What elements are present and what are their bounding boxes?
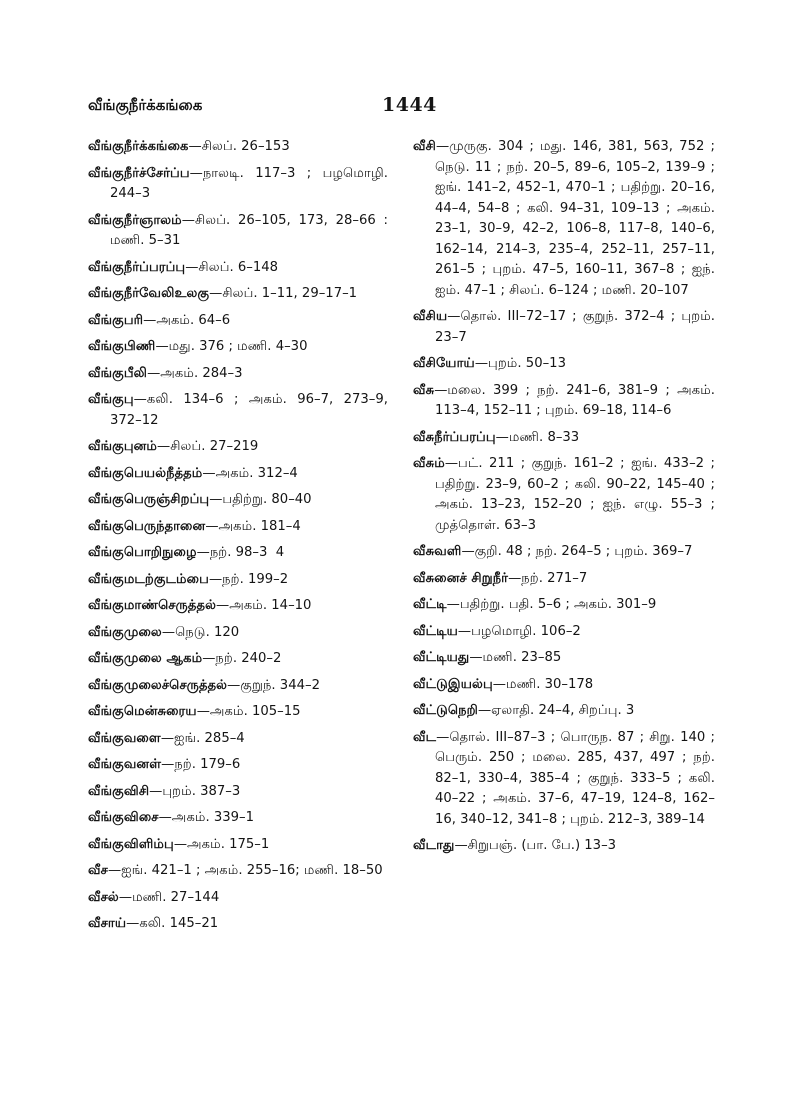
entry-headword: வீசியோய்	[413, 356, 475, 371]
entry-references: கலி. 145–21	[139, 916, 219, 931]
entry-headword: வீங்குமுலை	[88, 624, 162, 640]
index-entry: வீசிய—தொல். III–72–17 ; குறுந். 372–4 ; புறம். 23–7	[413, 309, 715, 345]
index-entry: வீங்குபிணி—மது. 376 ; மணி. 4–30	[88, 339, 308, 354]
index-entry: வீங்குமென்சுரைய—அகம். 105–15	[88, 704, 301, 719]
entry-references: நற். 98–3 ‌ 4	[209, 545, 285, 560]
right-column	[413, 137, 715, 863]
entry-headword: வீடாது	[413, 838, 455, 853]
entry-headword: வீங்குவிளிம்பு	[88, 836, 174, 852]
index-entry: வீட்டுநெறி—ஏலாதி. 24–4, சிறப்பு. 3	[413, 703, 635, 718]
entry-headword: வீங்குபுனம்	[88, 439, 158, 454]
entry-headword: வீங்குநீர்வேலிஉலகு	[88, 286, 210, 301]
index-entry: வீசுனைச் சிறுநீர்—நற். 271–7	[413, 570, 588, 586]
index-entry: வீங்குவிசை—அகம். 339–1	[88, 810, 255, 825]
entry-headword: வீங்குவளை	[88, 730, 161, 746]
index-entry: வீங்குநீர்வேலிஉலகு—சிலப். 1–11, 29–17–1	[88, 286, 358, 301]
index-entry: வீங்குமாண்செருத்தல்—அகம். 14–10	[88, 598, 312, 613]
entry-headword: வீசி	[413, 139, 436, 154]
entry-references: ஏலாதி. 24–4, சிறப்பு. 3	[491, 703, 635, 718]
entry-references: அகம். 181–4	[218, 518, 301, 534]
entry-headword: வீசாய்	[88, 916, 127, 931]
index-entry: வீட்டுஇயல்பு—மணி. 30–178	[413, 676, 594, 692]
index-entry: வீடாது—சிறுபஞ். (பா. பே.) 13–3	[413, 838, 617, 853]
entry-headword: வீசுனைச் சிறுநீர்	[413, 570, 509, 586]
entry-references: சிலப். 26–105, 173, 28–66 : மணி. 5–31	[110, 212, 388, 248]
entry-headword: வீட்டுநெறி	[413, 703, 478, 718]
entry-references: நற். 240–2	[215, 651, 282, 666]
page-number: 1444	[382, 94, 437, 116]
index-entry: வீங்குபரி—அகம். 64–6	[88, 312, 231, 328]
entry-references: பதிற்று. பதி. 5–6 ; அகம். 301–9	[459, 597, 657, 612]
entry-references: மணி. 27–144	[132, 889, 220, 905]
running-head: வீங்குநீர்க்கங்கை	[88, 96, 203, 114]
index-entry: வீங்குவனள்—நற். 179–6	[88, 757, 241, 772]
index-entry: வீங்குபெருஞ்சிறப்பு—பதிற்று. 80–40	[88, 492, 312, 507]
index-entry: வீங்குவளை—ஐங். 285–4	[88, 730, 245, 746]
entry-headword: வீச	[88, 863, 108, 878]
entry-references: புறம். 387–3	[162, 783, 241, 799]
entry-headword: வீட்டுஇயல்பு	[413, 676, 493, 692]
entry-references: அகம். 64–6	[156, 312, 231, 328]
entry-headword: வீசல்	[88, 889, 119, 905]
index-entry: வீங்குபீலி—அகம். 284–3	[88, 365, 243, 381]
entry-headword: வீங்குநீர்ஞாலம்	[88, 212, 182, 228]
index-entry: வீங்குமுலை—நெடு. 120	[88, 624, 240, 640]
index-entry: வீங்குமுலைச்செருத்தல்—குறுந். 344–2	[88, 677, 320, 693]
index-entry: வீச—ஐங். 421–1 ; அகம். 255–16; மணி. 18–50	[88, 863, 383, 878]
entry-headword: வீசுவளி	[413, 544, 462, 559]
entry-headword: வீங்குபிணி	[88, 339, 156, 354]
entry-references: அகம். 175–1	[187, 836, 270, 852]
entry-references: மணி. 23–85	[482, 650, 562, 665]
index-entry: வீங்குபெருந்தானை—அகம். 181–4	[88, 518, 301, 534]
entry-references: அகம். 105–15	[209, 704, 301, 719]
entry-references: புறம். 50–13	[488, 356, 566, 371]
entry-headword: வீங்குவிசை	[88, 810, 159, 825]
index-entry: வீட—தொல். III–87–3 ; பொருந. 87 ; சிறு. 140 ; பெரும். 250 ; மலை. 285, 437, 497 ; நற். 82–1, 330–4, 385–4 ; குறுந். 333–5 ; கலி. 40–22 ; அகம். 37–6, 47–19, 124–8, 162–16, 340–12, 341–8 ; புறம். 212–3, 389–14	[413, 729, 715, 827]
index-entry: வீங்குபெயல்நீத்தம்—அகம். 312–4	[88, 465, 298, 481]
entry-headword: வீசிய	[413, 309, 448, 324]
entry-headword: வீசும்	[413, 456, 445, 471]
index-entry: வீங்குமடற்குடம்பை—நற். 199–2	[88, 571, 289, 587]
entry-headword: வீசு	[413, 382, 435, 398]
entry-references: மது. 376 ; மணி. 4–30	[168, 339, 308, 354]
entry-references: மணி. 8–33	[508, 429, 580, 445]
entry-headword: வீங்குபொறிநுழை	[88, 545, 197, 560]
entry-references: நற். 179–6	[174, 757, 241, 772]
entry-references: குறுந். 344–2	[240, 677, 320, 693]
entry-references: பழமொழி. 106–2	[471, 623, 581, 639]
entry-headword: வீங்குபெயல்நீத்தம்	[88, 465, 203, 481]
left-column	[88, 137, 388, 941]
index-entry: வீட்டியது—மணி. 23–85	[413, 650, 562, 665]
entry-headword: வீங்குநீர்க்கங்கை	[88, 139, 189, 154]
index-entry: வீசாய்—கலி. 145–21	[88, 916, 219, 931]
index-entry: வீங்குமுலை ஆகம்—நற். 240–2	[88, 651, 282, 666]
entry-references: சிறுபஞ். (பா. பே.) 13–3	[467, 838, 617, 853]
entry-headword: வீங்குபெருஞ்சிறப்பு	[88, 492, 210, 507]
index-entry: வீட்டி—பதிற்று. பதி. 5–6 ; அகம். 301–9	[413, 597, 657, 612]
entry-headword: வீங்குமென்சுரைய	[88, 704, 197, 719]
entry-references: தொல். III–72–17 ; குறுந். 372–4 ; புறம். 23–7	[435, 309, 715, 345]
entry-references: சிலப். 6–148	[198, 259, 279, 275]
entry-headword: வீங்குநீர்ச்சேர்ப்ப	[88, 165, 190, 181]
entry-references: நற். 199–2	[222, 571, 289, 587]
entry-references: சிலப். 27–219	[170, 439, 259, 454]
entry-references: நெடு. 120	[175, 624, 240, 640]
index-entry: வீங்குநீர்ப்பரப்பு—சிலப். 6–148	[88, 259, 279, 275]
entry-headword: வீட்டியது	[413, 650, 470, 665]
index-entry: வீங்குபொறிநுழை—நற். 98–3 ‌ 4	[88, 545, 285, 560]
entry-references: நாலடி. 117–3 ; பழமொழி. 244–3	[110, 165, 388, 201]
entry-headword: வீங்குமுலைச்செருத்தல்	[88, 677, 228, 693]
entry-headword: வீசுநீர்ப்பரப்பு	[413, 429, 496, 445]
index-entry: வீங்குவிசி—புறம். 387–3	[88, 783, 241, 799]
index-entry: வீசி—முருகு. 304 ; மது. 146, 381, 563, 752 ; நெடு. 11 ; நற். 20–5, 89–6, 105–2, 139–9 ; ஐங். 141–2, 452–1, 470–1 ; பதிற்று. 20–16, 44–4, 54–8 ; கலி. 94–31, 109–13 ; அகம். 23–1, 30–9, 42–2, 106–8, 117–8, 140–6, 162–14, 214–3, 235–4, 252–11, 257–11, 261–5 ; புறம். 47–5, 160–11, 367–8 ; ஐந். ஐம். 47–1 ; சிலப். 6–124 ; மணி. 20–107	[413, 139, 715, 298]
index-entry: வீங்குநீர்ஞாலம்—சிலப். 26–105, 173, 28–66 : மணி. 5–31	[88, 212, 388, 248]
entry-references: பதிற்று. 80–40	[222, 492, 312, 507]
index-entry: வீசு—மலை. 399 ; நற். 241–6, 381–9 ; அகம். 113–4, 152–11 ; புறம். 69–18, 114–6	[413, 382, 715, 418]
index-entry: வீசல்—மணி. 27–144	[88, 889, 220, 905]
entry-references: அகம். 339–1	[171, 810, 255, 825]
entry-headword: வீட்டி	[413, 597, 447, 612]
entry-headword: வீங்குமுலை ஆகம்	[88, 651, 203, 666]
entry-references: நற். 271–7	[521, 570, 588, 586]
entry-references: சிலப். 1–11, 29–17–1	[222, 286, 358, 301]
index-entry: வீசியோய்—புறம். 50–13	[413, 356, 566, 371]
entry-references: மணி. 30–178	[505, 676, 594, 692]
entry-headword: வீட	[413, 729, 437, 745]
entry-headword: வீங்குவிசி	[88, 783, 150, 799]
entry-headword: வீங்குமடற்குடம்பை	[88, 571, 209, 587]
entry-headword: வீங்குபு	[88, 392, 134, 407]
index-entry: வீங்குபு—கலி. 134–6 ; அகம். 96–7, 273–9, 372–12	[88, 392, 388, 428]
entry-headword: வீட்டிய	[413, 623, 458, 639]
entry-references: ஐங். 421–1 ; அகம். 255–16; மணி. 18–50	[121, 863, 383, 878]
entry-references: குறி. 48 ; நற். 264–5 ; புறம். 369–7	[474, 544, 693, 559]
index-entry: வீசுநீர்ப்பரப்பு—மணி. 8–33	[413, 429, 580, 445]
index-entry: வீங்குவிளிம்பு—அகம். 175–1	[88, 836, 270, 852]
index-entry: வீசுவளி—குறி. 48 ; நற். 264–5 ; புறம். 369–7	[413, 544, 693, 559]
entry-references: அகம். 14–10	[229, 598, 312, 613]
entry-references: பட். 211 ; குறுந். 161–2 ; ஐங். 433–2 ; பதிற்று. 23–9, 60–2 ; கலி. 90–22, 145–40 ; அகம். 13–23, 152–20 ; ஐந். எழு. 55–3 ; முத்தொள். 63–3	[435, 456, 715, 533]
entry-headword: வீங்குநீர்ப்பரப்பு	[88, 259, 186, 275]
entry-headword: வீங்குவனள்	[88, 757, 162, 772]
entry-references: தொல். III–87–3 ; பொருந. 87 ; சிறு. 140 ; பெரும். 250 ; மலை. 285, 437, 497 ; நற். 82–1, 330–4, 385–4 ; குறுந். 333–5 ; கலி. 40–22 ; அகம். 37–6, 47–19, 124–8, 162–16, 340–12, 341–8 ; புறம். 212–3, 389–14	[435, 729, 715, 827]
index-entry: வீசும்—பட். 211 ; குறுந். 161–2 ; ஐங். 433–2 ; பதிற்று. 23–9, 60–2 ; கலி. 90–22, 145–40 ; அகம். 13–23, 152–20 ; ஐந். எழு. 55–3 ; முத்தொள். 63–3	[413, 456, 715, 533]
entry-headword: வீங்குபரி	[88, 312, 144, 328]
entry-references: முருகு. 304 ; மது. 146, 381, 563, 752 ; நெடு. 11 ; நற். 20–5, 89–6, 105–2, 139–9 ; ஐங். 141–2, 452–1, 470–1 ; பதிற்று. 20–16, 44–4, 54–8 ; கலி. 94–31, 109–13 ; அகம். 23–1, 30–9, 42–2, 106–8, 117–8, 140–6, 162–14, 214–3, 235–4, 252–11, 257–11, 261–5 ; புறம். 47–5, 160–11, 367–8 ; ஐந். ஐம். 47–1 ; சிலப். 6–124 ; மணி. 20–107	[435, 139, 715, 298]
entry-references: கலி. 134–6 ; அகம். 96–7, 273–9, 372–12	[110, 392, 388, 428]
index-entry: வீங்குபுனம்—சிலப். 27–219	[88, 439, 259, 454]
entry-headword: வீங்குமாண்செருத்தல்	[88, 598, 217, 613]
index-entry: வீங்குநீர்க்கங்கை—சிலப். 26–153	[88, 139, 290, 154]
entry-references: அகம். 312–4	[215, 465, 298, 481]
entry-references: அகம். 284–3	[160, 365, 243, 381]
index-entry: வீட்டிய—பழமொழி. 106–2	[413, 623, 581, 639]
entry-headword: வீங்குபீலி	[88, 365, 148, 381]
entry-references: சிலப். 26–153	[201, 139, 290, 154]
entry-references: ஐங். 285–4	[174, 730, 245, 746]
entry-references: மலை. 399 ; நற். 241–6, 381–9 ; அகம். 113–4, 152–11 ; புறம். 69–18, 114–6	[435, 382, 715, 418]
index-entry: வீங்குநீர்ச்சேர்ப்ப—நாலடி. 117–3 ; பழமொழி. 244–3	[88, 165, 388, 201]
entry-headword: வீங்குபெருந்தானை	[88, 518, 206, 534]
